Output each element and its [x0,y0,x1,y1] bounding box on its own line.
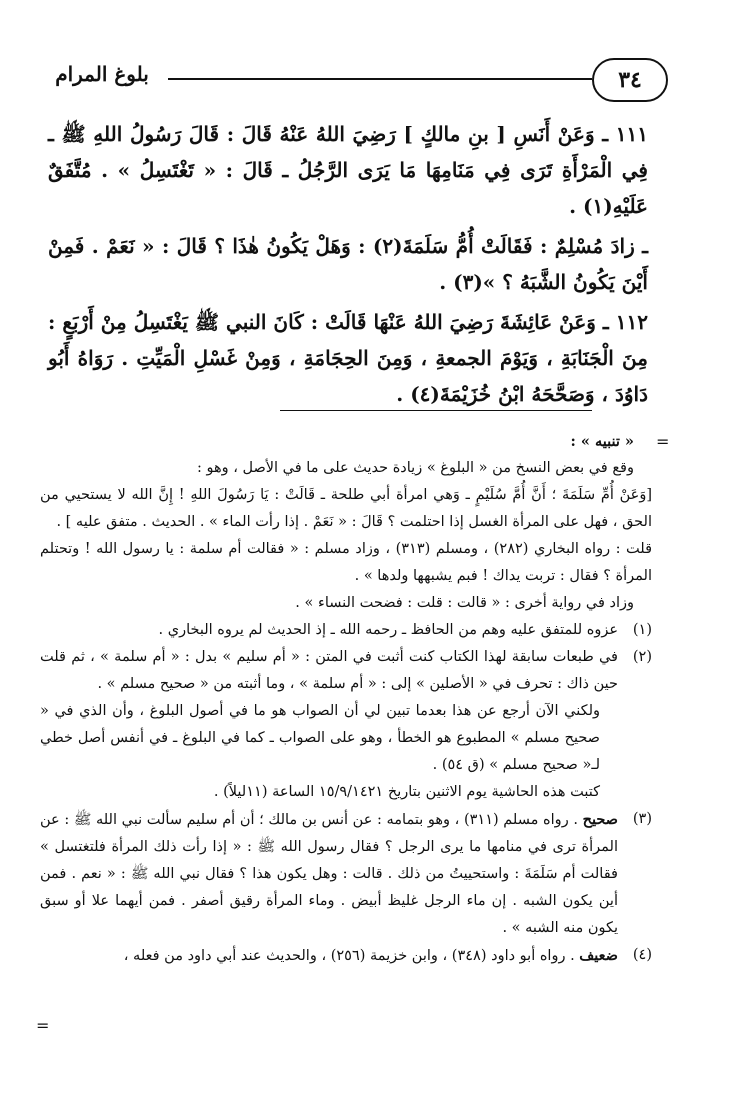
tanbih-para: وقع في بعض النسخ من « البلوغ » زيادة حديث على ما في الأصل ، وهو : [196,460,634,476]
footnote-para: في طبعات سابقة لهذا الكتاب كنت أثبت في المتن : « أم سليم » بدل : « أم سلمة » ، ثم قلت حين ذاك : تحرف في « الأصلين » إلى : « أم سلمة » ، وما أثبته من « صحيح مسلم » . [40,649,618,692]
footnote-body [40,644,618,806]
footnotes [40,428,652,970]
book-title: بلوغ المرام [55,62,149,86]
footnote-para: كتبت هذه الحاشية يوم الاثنين بتاريخ ١٥/٩/١٤٢١ الساعة (١١ليلاً) . [213,784,600,800]
footnote-divider [280,410,592,411]
tanbih-para: وزاد في رواية أخرى : « قالت : قلت : فضحت النساء » . [295,595,634,611]
footnote-text: . رواه أبو داود (٣٤٨) ، وابن خزيمة (٢٥٦) ، والحديث عند أبي داود من فعله ، [123,948,575,964]
footnote-number: (٢) [632,649,652,665]
header-rule [168,78,592,80]
tanbih-title: « تنبيه » : [570,433,634,450]
hadith-111-addition: ـ زادَ مُسْلِمٌ : فَقَالَتْ أُمُّ سَلَمَةَ(٢) : وَهَلْ يَكُونُ هٰذَا ؟ قَالَ : « نَعَمْ . فَمِنْ أَيْنَ يَكُونُ الشَّبَهُ ؟ »(٣) . [48,234,649,294]
footnote-number: (٣) [632,811,652,827]
tanbih-para: [وَعَنْ أُمِّ سَلَمَةَ ؛ أَنَّ أُمَّ سُلَيْمٍ ـ وَهي امرأة أبي طلحة ـ قَالَتْ : يَا رَسُولَ اللهِ ! إِنَّ الله لا يستحيي من الحق ، فهل على المرأة الغسل إذا احتلمت ؟ قَالَ : « نَعَمْ . إذا رأت الماء » . الحديث . متفق عليه ] . [40,487,652,530]
footnote-body [40,617,618,644]
continuation-marker-bottom: = [36,1016,50,1035]
footnote-text: . رواه مسلم (٣١١) ، وهو بتمامه : عن أنس بن مالك ؛ أن أم سليم سألت نبي الله ﷺ : عن المرأة ترى في منامها ما يرى الرجل ؟ فقال رسول الله ﷺ : « إذا رأت ذلك المرأة فلتغتسل » فقالت أم سَلَمَةَ : واستحييتُ من ذلك . قالت : وهل يكون هذا ؟ فقال نبي الله ﷺ : « نعم . فمن أين يكون الشبه . إن ماء الرجل غليظ أبيض . وماء المرأة رقيق أصفر . فمن أيهما علا أو سبق يكون منه الشبه » . [40,812,618,936]
footnote-2 [40,644,652,806]
continuation-marker-top: = [656,432,670,451]
tanbih-para: قلت : رواه البخاري (٢٨٢) ، ومسلم (٣١٣) ، وزاد مسلم : « فقالت أم سلمة : يا رسول الله ! وتحتلم المرأة ؟ فقال : تربت يداك ! فبم يشبهها ولدها » . [40,541,653,584]
footnote-1 [40,617,652,644]
footnote-para [40,806,618,942]
footnote-number: (٤) [632,947,652,963]
footnote-4 [40,942,652,970]
footnote-body [40,942,618,970]
hadith-112: ١١٢ ـ وَعَنْ عَائِشَةَ رَضِيَ اللهُ عَنْهَا قَالَتْ : كَانَ النبي ﷺ يَغْتَسِلُ مِنْ أَرْبَعٍ : مِنَ الْجَنَابَةِ ، وَيَوْمَ الجمعةِ ، وَمِنَ الحِجَامَةِ ، وَمِنْ غَسْلِ الْمَيِّتِ . رَوَاهُ أَبُو دَاوُدَ ، وَصَحَّحَهُ ابْنُ خُزَيْمَةَ(٤) . [48,310,648,406]
footnote-para: ولكني الآن أرجع عن هذا بعدما تبين لي أن الصواب هو ما في أصول البلوغ ، وأن الذي في « صحيح مسلم » المطبوع هو الخطأ ، وهو على الصواب ـ كما في البلوغ ـ في أنفس أصل خطي لـ« صحيح مسلم » (ق ٥٤) . [40,703,600,773]
footnote-number: (١) [632,622,652,638]
hadith-text [48,116,648,412]
footnote-body [40,806,618,942]
footnote-3 [40,806,652,942]
footnote-para: عزوه للمتفق عليه وهم من الحافظ ـ رحمه الله ـ إذ الحديث لم يروه البخاري . [158,622,618,638]
hadith-111: ١١١ ـ وَعَنْ أَنَسِ [ بنِ مالكٍ ] رَضِيَ اللهُ عَنْهُ قَالَ : قَالَ رَسُولُ اللهِ ﷺ ـ فِي الْمَرْأَةِ تَرَى فِي مَنَامِهَا مَا يَرَى الرَّجُلُ ـ قَالَ : « تَغْتَسِلُ » . مُتَّفَقٌ عَلَيْهِ(١) . [48,122,648,218]
footnote-para [40,942,618,970]
page-number: ٣٤ [592,58,668,102]
grade-label: صحيح [582,811,618,828]
grade-label: ضعيف [579,947,618,964]
